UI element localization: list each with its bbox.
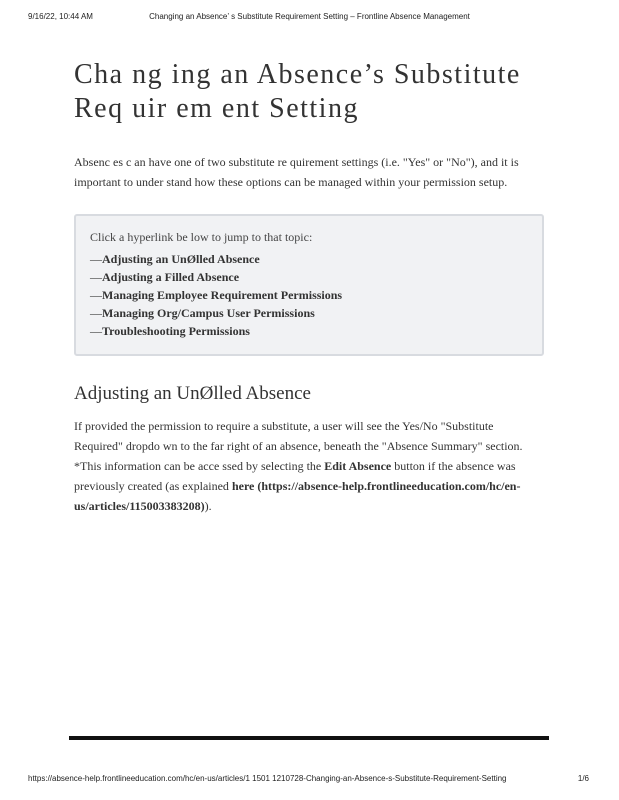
print-url: https://absence-help.frontlineeducation.com/hc/en-us/articles/1 1501 1210728-Changing-an-Absence-s-Substitute-Requirement-Setting xyxy=(28,774,507,783)
dash-icon: — xyxy=(90,306,102,320)
topic-link-employee-permissions[interactable]: —Managing Employee Requirement Permissions xyxy=(90,288,343,302)
topic-link-adjusting-filled[interactable]: —Adjusting a Filled Absence xyxy=(90,270,240,284)
intro-paragraph: Absenc es c an have one of two substitute re quirement settings (i.e. "Yes" or "No"), and it is important to under stand how these options can be managed within your permission setup. xyxy=(74,155,519,189)
article-title xyxy=(74,58,544,126)
dash-icon: — xyxy=(90,270,102,284)
topic-jump-lead: Click a hyperlink be low to jump to that topic: xyxy=(90,230,313,244)
topic-link-adjusting-unfilled[interactable]: —Adjusting an UnØlled Absence xyxy=(90,252,260,266)
edit-absence-label: Edit Absence xyxy=(324,459,392,473)
print-timestamp: 9/16/22, 10:44 AM xyxy=(28,12,93,21)
section-heading-adjusting-unfilled: Adjusting an UnØlled Absence xyxy=(74,383,311,404)
topic-link-org-campus-permissions[interactable]: —Managing Org/Campus User Permissions xyxy=(90,306,315,320)
here-link[interactable]: here (https://absence-help.frontlineeducation.com/hc/en-us/articles/115003383208) xyxy=(74,479,521,513)
section-paragraph: If provided the permission to require a substitute, a user will see the Yes/No "Substitute Required" dropdo wn to the far right of an absence, beneath the "Absence Summary" section. *This information can be acce ssed by selecting the Edit Absence button if the absence was previously created (as explained here (https://absence-help.frontlineeducation.com/hc/en-us/articles/115003383208)). xyxy=(74,419,523,513)
article-title-line-1: Cha ng ing an Absence’s Substitute xyxy=(74,59,521,90)
article-content xyxy=(74,58,544,516)
topic-jump-box xyxy=(74,214,544,356)
article-title-line-2: Req uir em ent Setting xyxy=(74,93,359,124)
page-number: 1/6 xyxy=(577,774,589,783)
topic-link-troubleshooting[interactable]: —Troubleshooting Permissions xyxy=(90,324,250,338)
section-divider xyxy=(69,736,549,740)
dash-icon: — xyxy=(90,252,102,266)
dash-icon: — xyxy=(90,324,102,338)
print-page-title: Changing an Absence’ s Substitute Requirement Setting – Frontline Absence Management xyxy=(149,12,470,21)
dash-icon: — xyxy=(90,288,102,302)
